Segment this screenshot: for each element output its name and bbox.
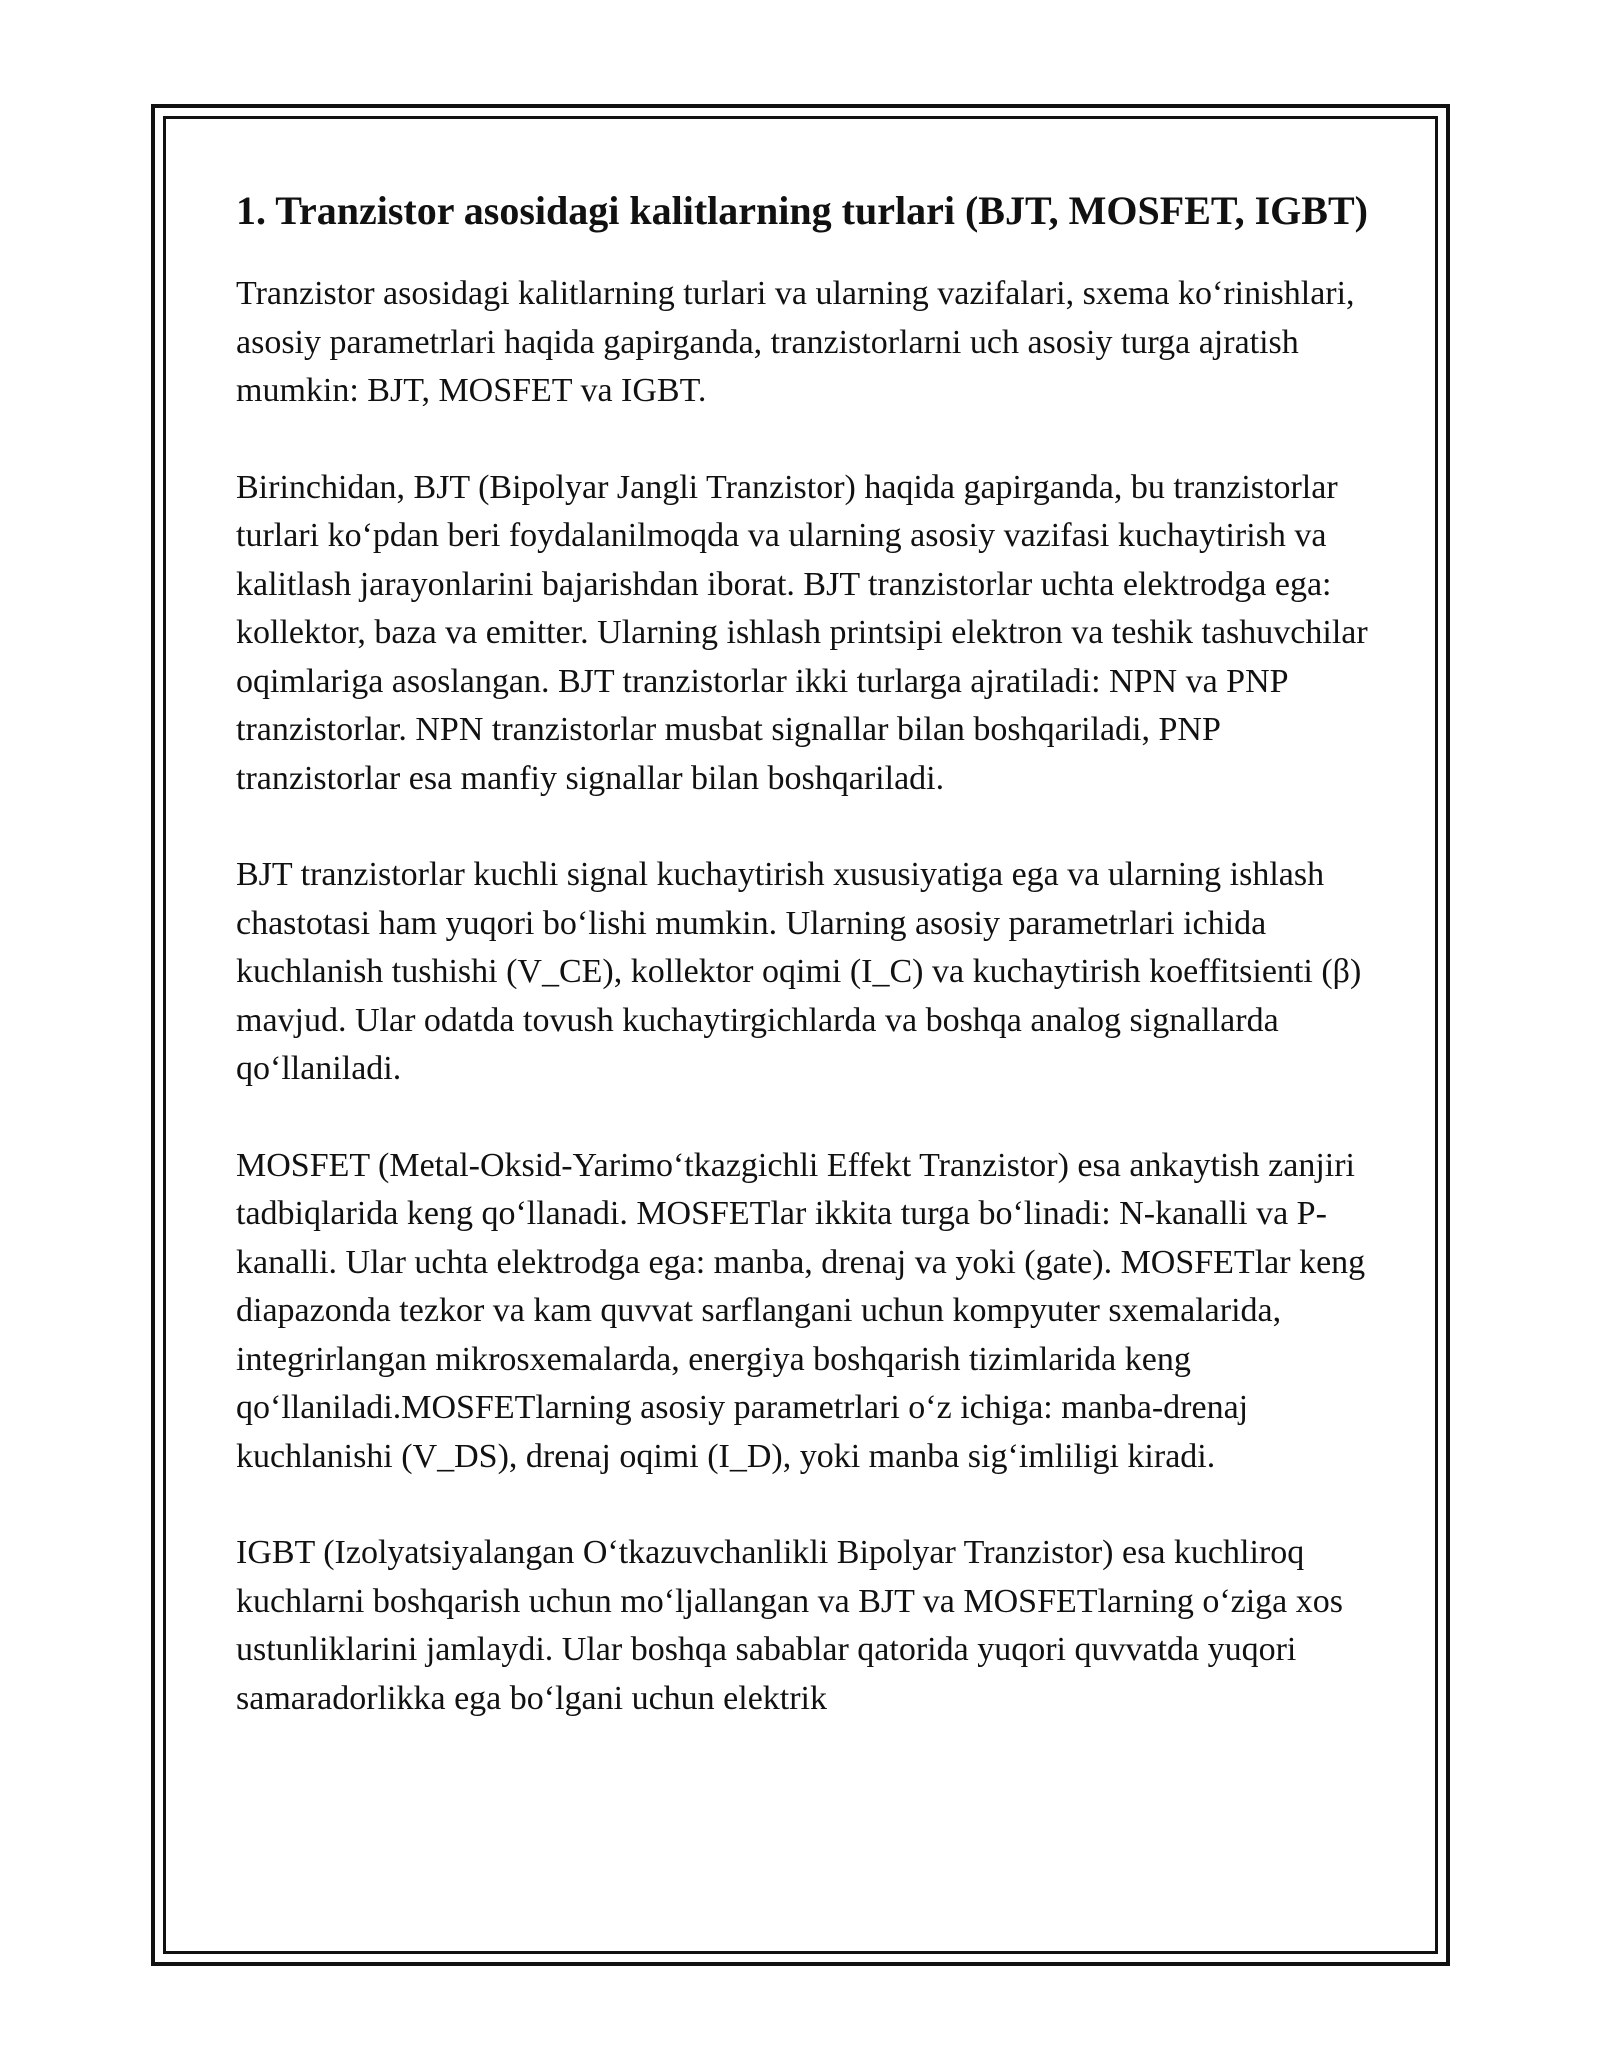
paragraph-mosfet: MOSFET (Metal-Oksid-Yarimo‘tkazgichli Effekt Tranzistor) esa ankaytish zanjiri tadbiqlarida keng qo‘llanadi. MOSFETlar ikkita turga bo‘linadi: N-kanalli va P-kanalli. Ular uchta elektrodga ega: manba, drenaj va yoki (gate). MOSFETlar keng diapazonda tezkor va kam quvvat sarflangani uchun kompyuter sxemalarida, integrirlangan mikrosxemalarda, energiya boshqarish tizimlarida keng qo‘llaniladi.MOSFETlarning asosiy parametrlari o‘z ichiga: manba-drenaj kuchlanishi (V_DS), drenaj oqimi (I_D), yoki manba sig‘imliligi kiradi. bbox=[236, 1146, 1366, 1475]
document-body bbox=[236, 184, 1376, 1771]
paragraph-intro: Tranzistor asosidagi kalitlarning turlari va ularning vazifalari, sxema ko‘rinishlari, asosiy parametrlari haqida gapirganda, tranzistorlarni uch asosiy turga ajratish mumkin: BJT, MOSFET va IGBT. bbox=[236, 275, 1355, 409]
paragraph-igbt: IGBT (Izolyatsiyalangan O‘tkazuvchanlikli Bipolyar Tranzistor) esa kuchliroq kuchlarni boshqarish uchun mo‘ljallangan va BJT va MOSFETlarning o‘ziga xos ustunliklarini jamlaydi. Ular boshqa sabablar qatorida yuqori quvvatda yuqori samaradorlikka ega bo‘lgani uchun elektrik bbox=[236, 1534, 1344, 1717]
paragraph-bjt-parameters: BJT tranzistorlar kuchli signal kuchaytirish xususiyatiga ega va ularning ishlash chastotasi ham yuqori bo‘lishi mumkin. Ularning asosiy parametrlari ichida kuchlanish tushishi (V_CE), kollektor oqimi (I_C) va kuchaytirish koeffitsienti (β) mavjud. Ular odatda tovush kuchaytirgichlarda va boshqa analog signallarda qo‘llaniladi. bbox=[236, 856, 1362, 1087]
section-heading: 1. Tranzistor asosidagi kalitlarning turlari (BJT, MOSFET, IGBT) bbox=[236, 188, 1368, 233]
paragraph-bjt: Birinchidan, BJT (Bipolyar Jangli Tranzistor) haqida gapirganda, bu tranzistorlar turlari ko‘pdan beri foydalanilmoqda va ularning asosiy vazifasi kuchaytirish va kalitlash jarayonlarini bajarishdan iborat. BJT tranzistorlar uchta elektrodga ega: kollektor, baza va emitter. Ularning ishlash printsipi elektron va teshik tashuvchilar oqimlariga asoslangan. BJT tranzistorlar ikki turlarga ajratiladi: NPN va PNP tranzistorlar. NPN tranzistorlar musbat signallar bilan boshqariladi, PNP tranzistorlar esa manfiy signallar bilan boshqariladi. bbox=[236, 468, 1368, 797]
